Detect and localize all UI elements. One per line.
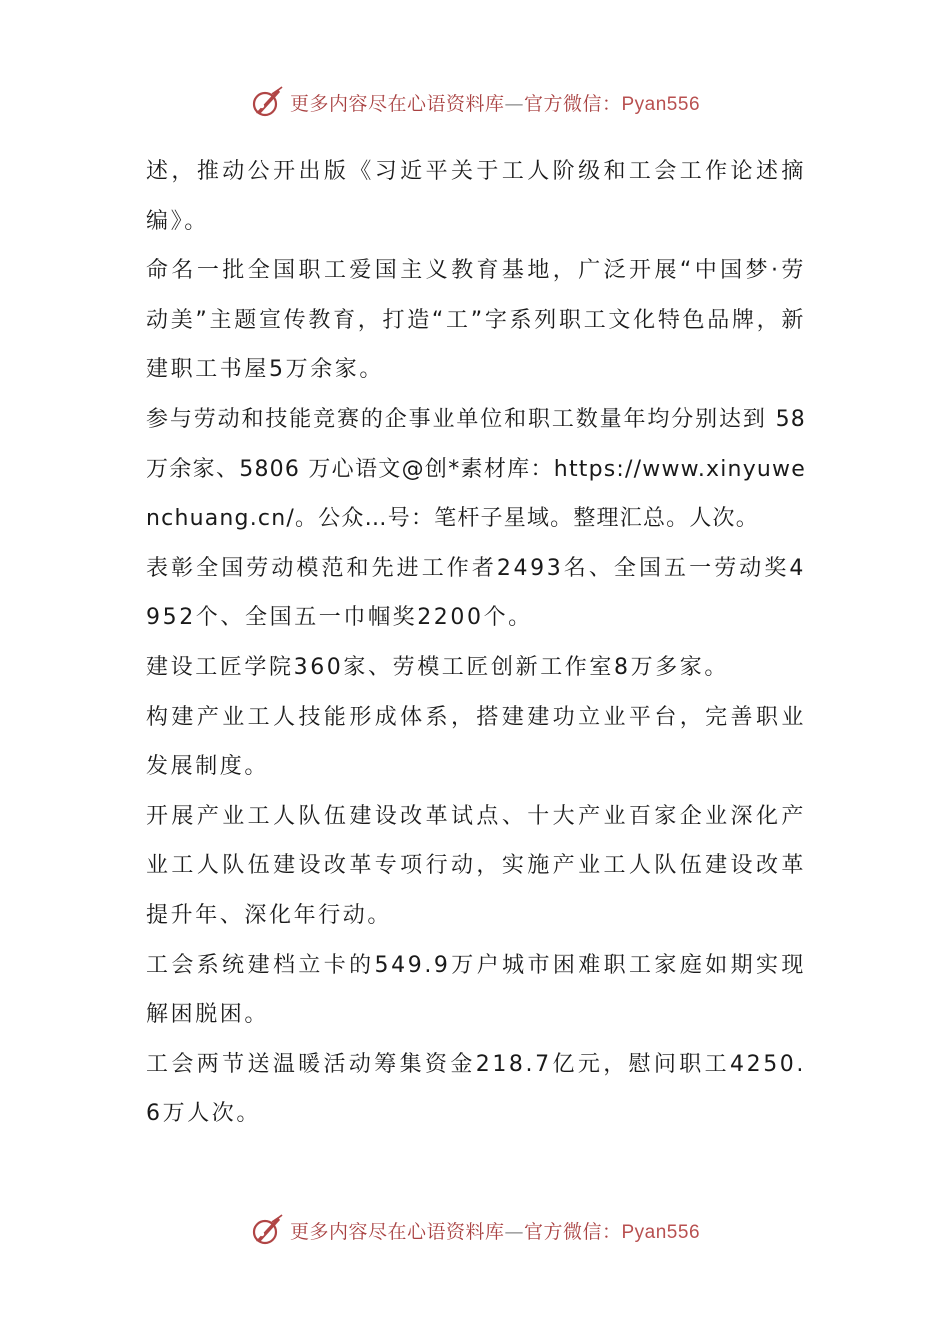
paragraph-2: 命名一批全国职工爱国主义教育基地，广泛开展“中国梦·劳动美”主题宣传教育，打造“工”字系列职工文化特色品牌，新建职工书屋5万余家。 [146, 258, 806, 383]
header-official: 官方微信： [523, 92, 622, 115]
paragraph-8: 工会系统建档立卡的549.9万户城市困难职工家庭如期实现解困脱困。 [146, 952, 806, 1028]
footer-official: 官方微信： [523, 1220, 622, 1243]
paragraph-5: 建设工匠学院360家、劳模工匠创新工作室8万多家。 [146, 654, 729, 680]
paragraph-1: 述，推动公开出版《习近平关于工人阶级和工会工作论述摘编》。 [146, 159, 806, 234]
header-brand: 更多内容尽在心语资料库 [289, 92, 505, 115]
paragraph-4: 表彰全国劳动模范和先进工作者2493名、全国五一劳动奖4952个、全国五一巾帼奖2200个。 [146, 555, 806, 631]
footer-brand: 更多内容尽在心语资料库 [289, 1220, 505, 1243]
footer-wechat-id: Pyan556 [621, 1221, 701, 1243]
paragraph-6: 构建产业工人技能形成体系，搭建建功立业平台，完善职业发展制度。 [146, 704, 806, 780]
header-banner [0, 82, 950, 122]
document-body [146, 147, 806, 1139]
header-text [290, 89, 700, 116]
header-wechat-id: Pyan556 [621, 93, 701, 115]
footer-banner [0, 1210, 950, 1250]
footer-text [290, 1217, 700, 1244]
quill-pen-icon [250, 85, 284, 119]
paragraph-9: 工会两节送温暖活动筹集资金218.7亿元，慰问职工4250.6万人次。 [146, 1051, 806, 1127]
footer-separator: — [504, 1220, 524, 1243]
paragraph-3: 参与劳动和技能竞赛的企事业单位和职工数量年均分别达到 58 万余家、5806 万心语文@创*素材库：https://www.xinyuwenchuang.cn/。公众…号：笔杆子星域。整理汇总。人次。 [146, 406, 806, 532]
header-separator: — [504, 92, 524, 115]
paragraph-7: 开展产业工人队伍建设改革试点、十大产业百家企业深化产业工人队伍建设改革专项行动，实施产业工人队伍建设改革提升年、深化年行动。 [146, 803, 806, 928]
quill-pen-icon [250, 1213, 284, 1247]
